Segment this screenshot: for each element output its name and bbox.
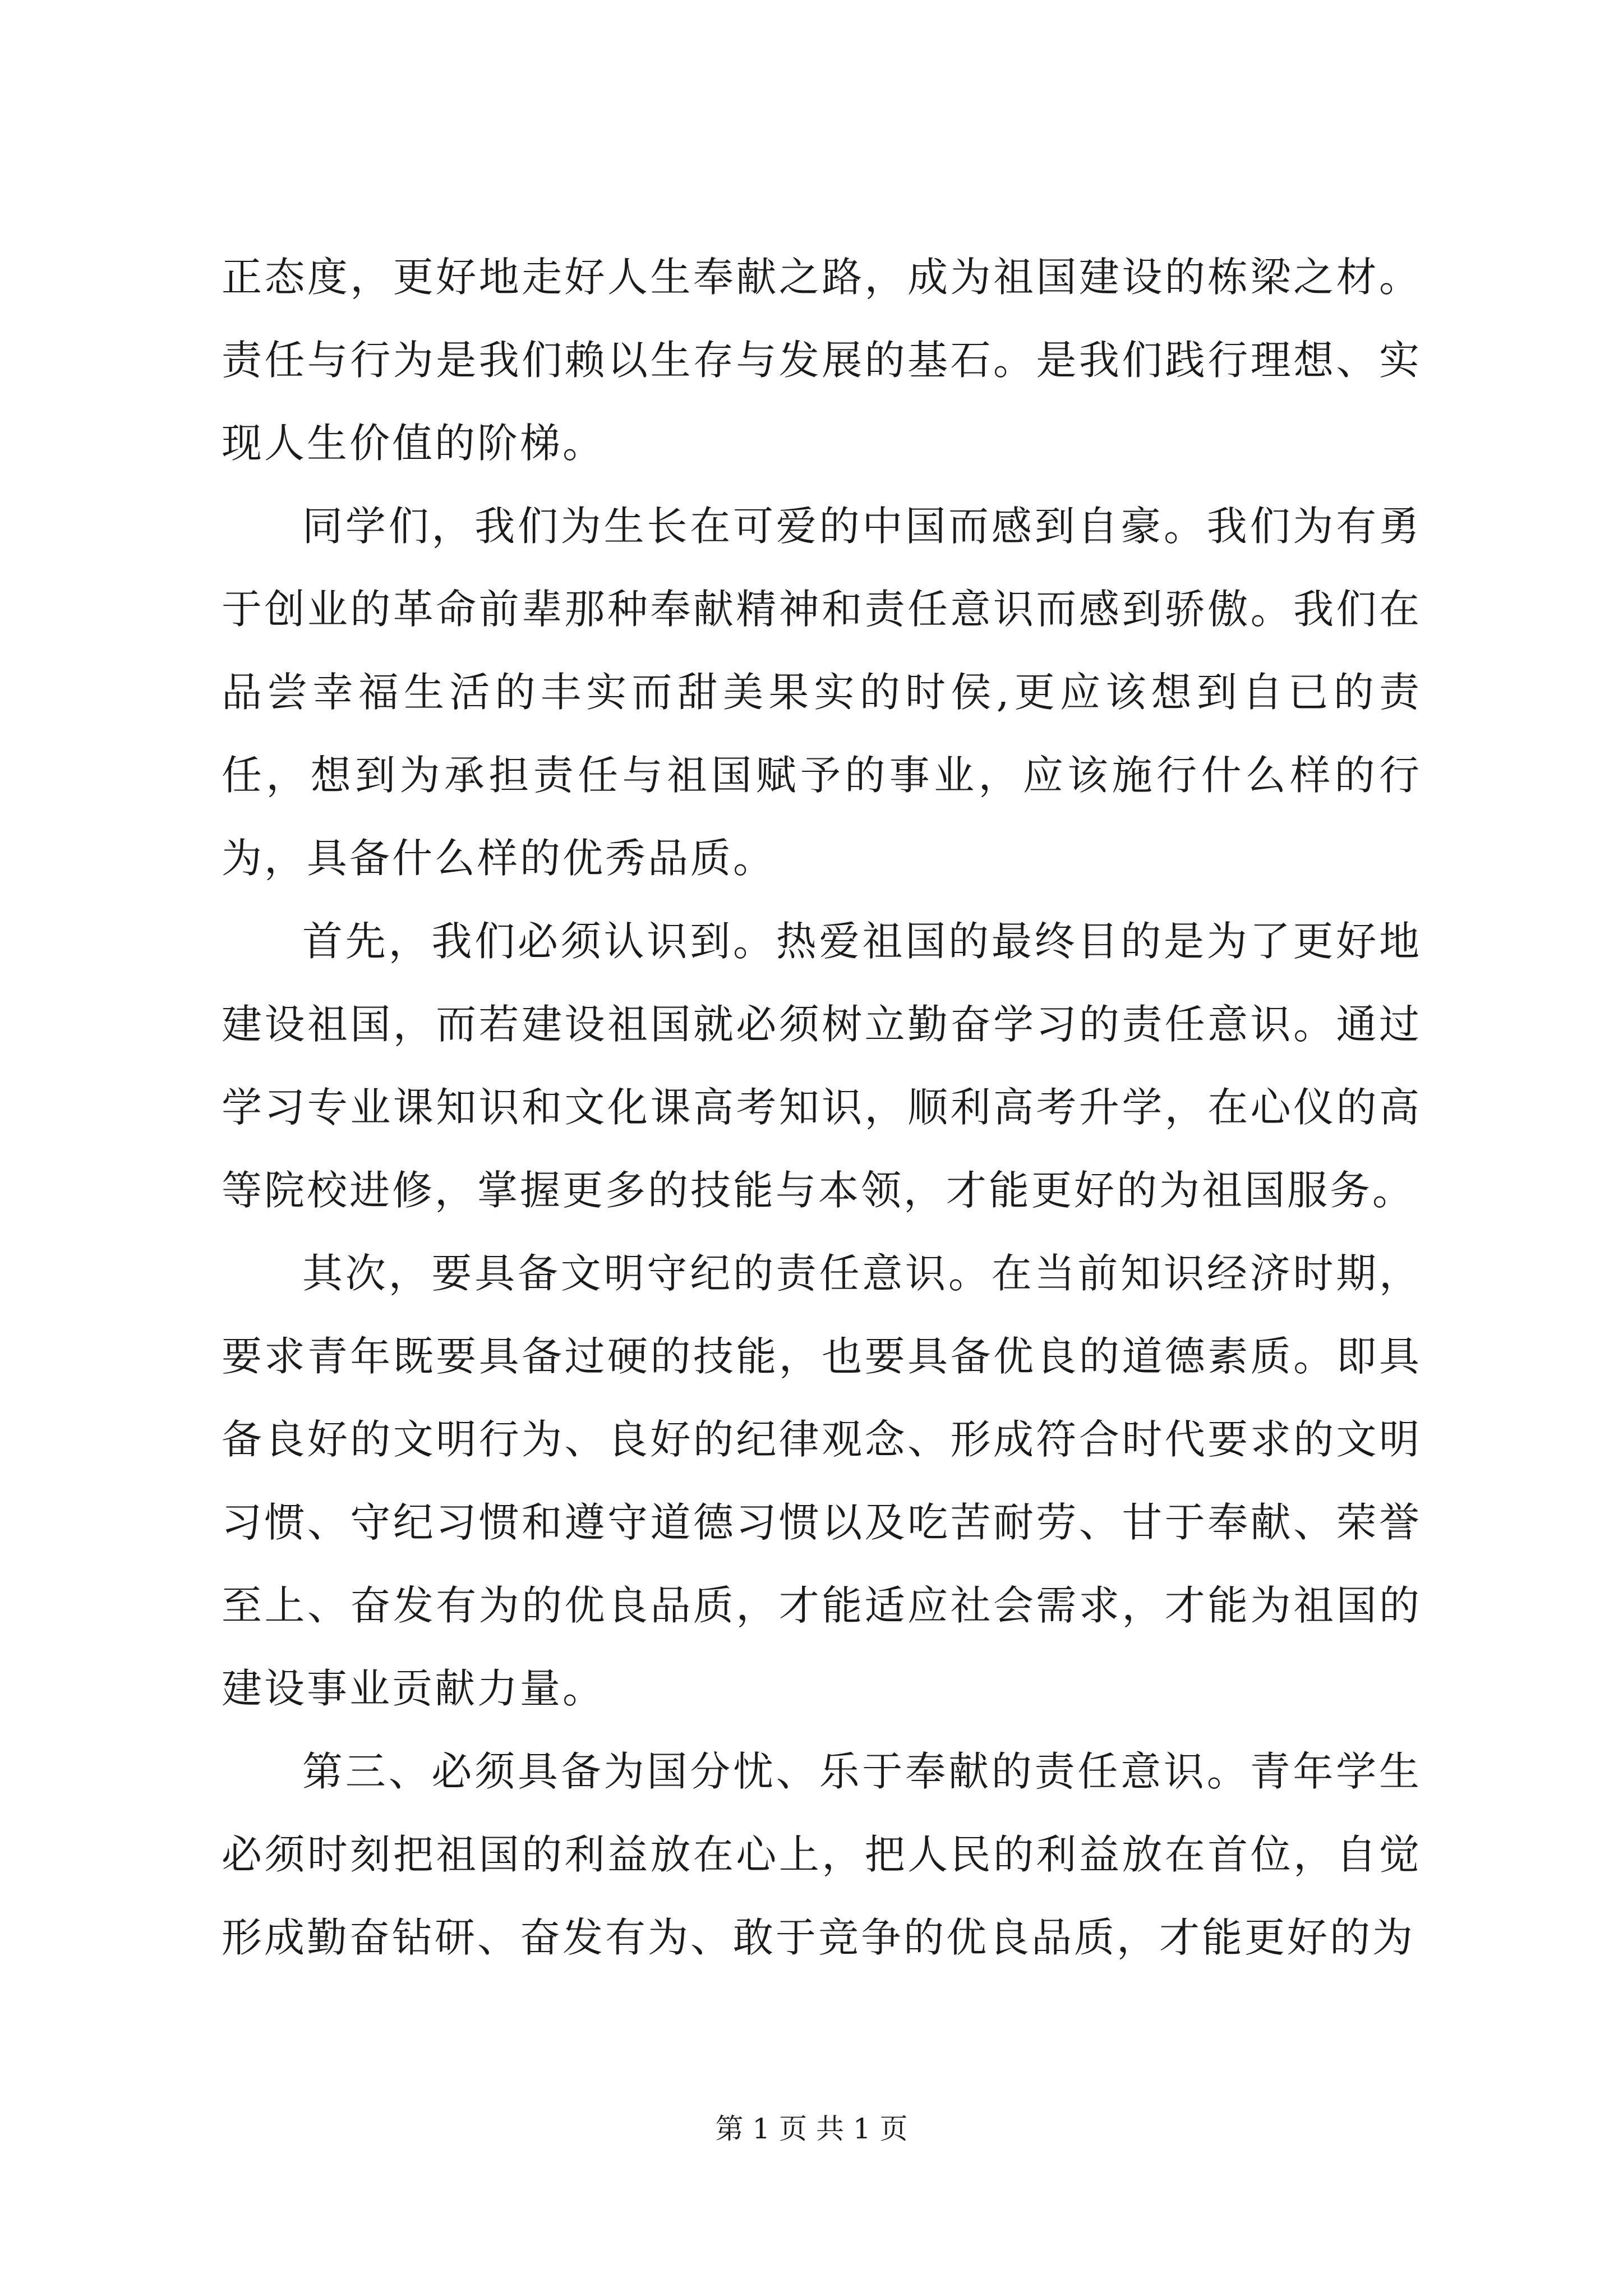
paragraph-4: 其次，要具备文明守纪的责任意识。在当前知识经济时期，要求青年既要具备过硬的技能，也要具备优良的道德素质。即具备良好的文明行为、良好的纪律观念、形成符合时代要求的文明习惯、守纪习惯和遵守道德习惯以及吃苦耐劳、甘于奉献、荣誉至上、奋发有为的优良品质，才能适应社会需求，才能为祖国的建设事业贡献力量。 — [222, 1250, 1422, 1712]
paragraph-2: 同学们，我们为生长在可爱的中国而感到自豪。我们为有勇于创业的革命前辈那种奉献精神和责任意识而感到骄傲。我们在品尝幸福生活的丰实而甜美果实的时侯,更应该想到自已的责任，想到为承担责任与祖国赋予的事业，应该施行什么样的行为，具备什么样的优秀品质。 — [222, 503, 1422, 882]
document-body — [222, 236, 1422, 1979]
paragraph-3: 首先，我们必须认识到。热爱祖国的最终目的是为了更好地建设祖国，而若建设祖国就必须树立勤奋学习的责任意识。通过学习专业课知识和文化课高考知识，顺利高考升学，在心仪的高等院校进修，掌握更多的技能与本领，才能更好的为祖国服务。 — [222, 918, 1422, 1214]
paragraph-1: 正态度，更好地走好人生奉献之路，成为祖国建设的栋梁之材。责任与行为是我们赖以生存与发展的基石。是我们践行理想、实现人生价值的阶梯。 — [222, 254, 1422, 467]
page-footer: 第 1 页 共 1 页 — [715, 2113, 908, 2145]
paragraph-5: 第三、必须具备为国分忧、乐于奉献的责任意识。青年学生必须时刻把祖国的利益放在心上，把人民的利益放在首位，自觉形成勤奋钻研、奋发有为、敢于竞争的优良品质，才能更好的为 — [222, 1748, 1422, 1961]
